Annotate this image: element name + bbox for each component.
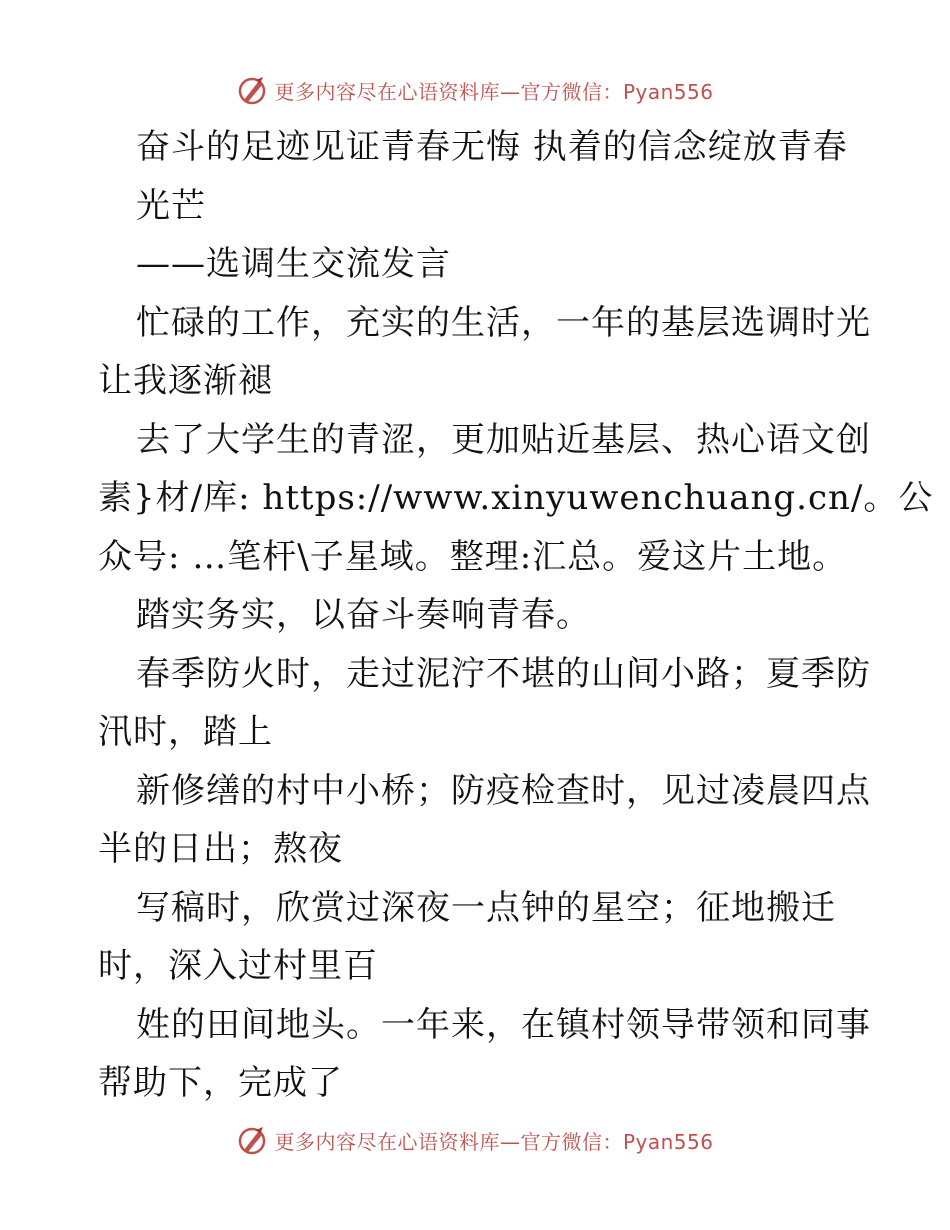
paragraph-line: 忙碌的工作，充实的生活，一年的基层选调时光	[136, 302, 871, 343]
paragraph-line: 姓的田间地头。一年来，在镇村领导带领和同事	[136, 1004, 871, 1045]
paragraph-line: 踏实务实，以奋斗奏响青春。	[136, 595, 591, 635]
quill-seal-icon	[236, 74, 268, 106]
document-body	[98, 118, 934, 1113]
paragraph-line: 众号: …笔杆\子星域。整理:汇总。爱这片土地。	[98, 536, 848, 577]
paragraph-line: 汛时，踏上	[98, 712, 273, 752]
subtitle-line: ——选调生交流发言	[136, 244, 451, 284]
paragraph-line: 春季防火时，走过泥泞不堪的山间小路；夏季防	[136, 653, 871, 694]
paragraph-line: 半的日出；熬夜	[98, 829, 343, 869]
paragraph-line: 素}材/库: https://www.xinyuwenchuang.cn/。公	[98, 478, 934, 518]
header-banner-text: 更多内容尽在心语资料库—官方微信：Pyan556	[274, 79, 714, 104]
paragraph-line: 写稿时，欣赏过深夜一点钟的星空；征地搬迁	[136, 887, 836, 928]
footer-banner-text: 更多内容尽在心语资料库—官方微信：Pyan556	[274, 1129, 714, 1154]
paragraph-line: 帮助下，完成了	[98, 1063, 343, 1103]
title-line-1: 奋斗的足迹见证青春无悔 执着的信念绽放青春	[136, 127, 848, 167]
paragraph-line: 时，深入过村里百	[98, 946, 378, 986]
header-banner	[0, 70, 950, 110]
footer-banner	[0, 1120, 950, 1160]
title-line-2: 光芒	[136, 185, 206, 226]
paragraph-line: 新修缮的村中小桥；防疫检查时，见过凌晨四点	[136, 770, 871, 811]
paragraph-line: 让我逐渐褪	[98, 361, 273, 401]
paragraph-line: 去了大学生的青涩，更加贴近基层、热心语文创	[136, 419, 871, 460]
quill-seal-icon	[236, 1124, 268, 1156]
